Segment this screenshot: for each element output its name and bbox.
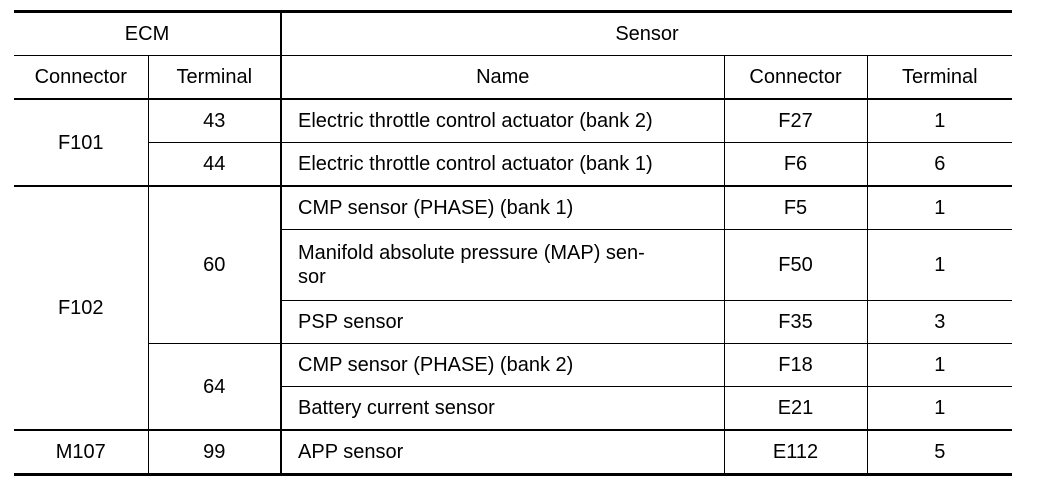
table-row [14,344,1012,387]
sensor-terminal-cell: 1 [867,344,1012,387]
header-ecm-terminal: Terminal [148,56,281,100]
ecm-terminal-cell: 43 [148,99,281,143]
header-ecm-connector: Connector [14,56,148,100]
sensor-terminal-cell: 1 [867,186,1012,230]
group-header-row [14,12,1012,56]
ecm-terminal-cell: 60 [148,186,281,344]
ecm-terminal-cell: 64 [148,344,281,431]
sensor-connector-cell: E112 [724,430,867,475]
ecm-connector-cell: M107 [14,430,148,475]
sensor-connector-cell: F5 [724,186,867,230]
sensor-name-cell: CMP sensor (PHASE) (bank 2) [281,344,724,387]
ecm-terminal-cell: 99 [148,430,281,475]
sensor-name-cell: CMP sensor (PHASE) (bank 1) [281,186,724,230]
ecm-group-header: ECM [14,12,281,56]
sensor-connector-cell: F6 [724,143,867,187]
sensor-name-cell: PSP sensor [281,301,724,344]
sensor-connector-cell: F18 [724,344,867,387]
sensor-connector-cell: F35 [724,301,867,344]
sensor-terminal-cell: 1 [867,387,1012,431]
sensor-terminal-cell: 1 [867,230,1012,301]
sensor-terminal-cell: 5 [867,430,1012,475]
header-sensor-connector: Connector [724,56,867,100]
ecm-terminal-cell: 44 [148,143,281,187]
sensor-group-header: Sensor [281,12,1012,56]
sensor-name-cell: Electric throttle control actuator (bank 1) [281,143,724,187]
table-row [14,99,1012,143]
document-table-wrapper [14,10,1012,476]
sensor-terminal-cell: 6 [867,143,1012,187]
ecm-connector-cell: F101 [14,99,148,186]
sensor-connector-cell: F50 [724,230,867,301]
sensor-name-cell: Electric throttle control actuator (bank 2) [281,99,724,143]
sensor-terminal-cell: 1 [867,99,1012,143]
sensor-name-cell: Manifold absolute pressure (MAP) sen- sor [281,230,724,301]
header-sensor-terminal: Terminal [867,56,1012,100]
table-row [14,430,1012,475]
sensor-connector-cell: E21 [724,387,867,431]
table-body [14,99,1012,475]
sensor-name-cell: Battery current sensor [281,387,724,431]
ecm-connector-cell: F102 [14,186,148,430]
column-header-row [14,56,1012,100]
sensor-terminal-cell: 3 [867,301,1012,344]
table-row [14,143,1012,187]
sensor-name-cell: APP sensor [281,430,724,475]
table-row [14,186,1012,230]
sensor-connector-cell: F27 [724,99,867,143]
ecm-sensor-table [14,10,1012,476]
header-sensor-name: Name [281,56,724,100]
